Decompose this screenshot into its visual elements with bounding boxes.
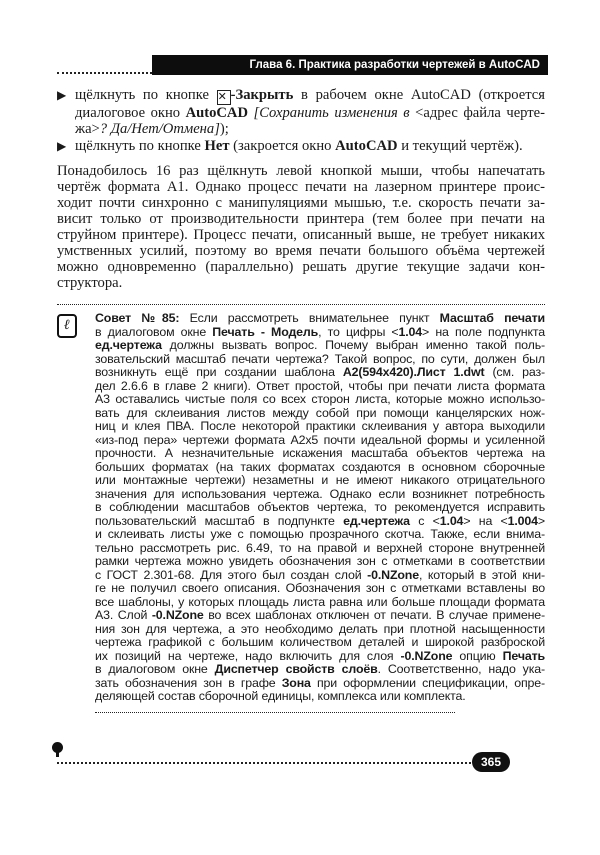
tip-bottom-dotted-rule (95, 712, 455, 713)
text-line (95, 596, 545, 610)
text-run: с ГОСТ 2.301-68. Для этого был создан слой (95, 567, 368, 582)
text-run: в соблюдении масштабов объектов чертежа, то рекомендуется исправить (95, 500, 545, 514)
text-run: Масштаб печати (439, 311, 546, 325)
text-line: структора. (57, 275, 123, 291)
text-run: Совет №85: (95, 311, 180, 325)
text-line (75, 121, 545, 137)
text-run: ния зон для чертежа, а это необходимо делать при плотной насыщенности (95, 621, 545, 636)
text-line (95, 326, 545, 340)
text-line (95, 407, 545, 421)
text-line (95, 420, 545, 434)
text-run: в рабочем окне AutoCAD (откроется (293, 87, 545, 103)
text-line: умственных усилий, поэтому во время печати большого объёма чертежей (57, 243, 545, 259)
text-line (75, 87, 545, 105)
text-run: больших форматах (на таких форматах создаются в основном сборочные (95, 459, 545, 474)
text-line (95, 393, 545, 407)
text-run: AutoCAD (185, 105, 249, 121)
text-line (75, 138, 545, 154)
text-line (95, 677, 545, 691)
text-run: пользовательский масштаб в подпункте (95, 513, 344, 528)
text-run: их позиций на чертеже, надо включить для слоя (95, 648, 401, 663)
text-line (95, 447, 545, 461)
tip-box (95, 312, 545, 704)
text-run: рамки чертежа можно увидеть обозначения зон с отметками в соответствии (95, 554, 545, 568)
text-run: ге не получил своего описания. Обозначения зон с отметками вставлены во (95, 581, 545, 595)
text-run: дел 2.6.6 в главе 2 книги). Ответ простой, чтобы при печати листа формата (95, 378, 545, 393)
text-run: , который в этой кни- (418, 567, 545, 582)
text-line (95, 650, 545, 664)
bullet-item (57, 87, 545, 137)
text-run: А3 оставались чистые поля со всех сторон листа, которые можно использо- (95, 392, 545, 406)
bullet-arrow-icon: ▶ (57, 139, 67, 153)
text-run: зовательский масштаб печати чертежа? Такой вопрос, по сути, должен был (95, 351, 545, 366)
text-line (95, 434, 545, 448)
text-run: во всех шаблонах отключен от печати. В случае примене- (203, 608, 546, 622)
tip-top-dotted-rule (57, 304, 545, 305)
text-run: А2(594x420).Лист 1.dwt (342, 365, 485, 379)
text-run: Зона (281, 675, 311, 690)
text-run: ); (219, 121, 229, 137)
text-line (95, 582, 545, 596)
text-run: значения для использования чертежа. Однако если возникнет потребность (95, 486, 545, 501)
text-run: ? Да/Нет/Отмена] (99, 121, 220, 137)
text-run: [Сохранить изменения в (248, 105, 416, 121)
text-run: -0.NZone (367, 567, 419, 582)
text-line (95, 501, 545, 515)
text-line (95, 663, 545, 677)
bullet-arrow-icon: ▶ (57, 88, 67, 102)
text-run: > на < (463, 513, 508, 528)
text-run: ед.чертежа (343, 513, 410, 528)
text-line: струйном принтере). Процесс печати, описанный выше, не требует никаких (57, 227, 545, 243)
text-line: висит только от производительности принтера (тем более при печати на (57, 211, 545, 227)
text-run: (см. раз- (484, 365, 545, 379)
text-run: ед.чертежа (95, 338, 162, 352)
text-run: <адрес файла черте- (415, 105, 545, 121)
text-run: чертежа графикой с большим количеством деталей и широкой разброской (95, 635, 545, 649)
text-run: в диалоговом окне (95, 324, 213, 339)
text-run: или монтажные чертежи) незаметны и не имеют никакого отрицательного (95, 473, 545, 487)
text-line (95, 366, 545, 380)
text-run: и текущий чертёж). (397, 138, 523, 154)
text-run: щёлкнуть по кнопке (75, 87, 217, 103)
text-run: -Закрыть (230, 87, 294, 103)
text-line: чертёж формата А1. Однако процесс печати на лазерном принтере проис- (57, 179, 545, 195)
footer-dotted-rule (57, 762, 471, 764)
text-run: ниц и клея ПВА. После некоторой практики склеивания у автора выходили (95, 419, 545, 433)
text-line (95, 353, 545, 367)
text-line (95, 609, 545, 623)
text-run: -0.NZone (151, 608, 204, 622)
pin-icon (52, 742, 63, 753)
text-run: AutoCAD (335, 138, 398, 154)
text-run: 1.004 (507, 513, 538, 528)
text-run: должны вызвать вопрос. Почему выбран именно такой поль- (161, 338, 545, 352)
text-run: А3. Слой (95, 608, 152, 622)
text-line (75, 105, 545, 121)
text-run: (закроется окно (229, 138, 336, 154)
text-run: «из-под пера» чертежи формата А2x5 почти идеальной формы и усиленной (95, 432, 545, 447)
text-run: возникнуть ещё при создании шаблона (95, 365, 343, 379)
text-run: Диспетчер свойств слоёв (214, 662, 378, 676)
text-run: 1.04 (439, 513, 464, 528)
text-line (95, 339, 545, 353)
text-line (95, 312, 545, 326)
text-run: Если рассмотреть внимательнее пункт (179, 311, 440, 325)
bullet-item (57, 138, 545, 154)
body-paragraph (57, 163, 545, 291)
text-run: > (537, 513, 545, 528)
text-run: > на поле подпункта (422, 324, 545, 339)
page-number: 365 (472, 752, 510, 772)
text-line (95, 690, 545, 704)
text-line: Понадобилось 16 раз щёлкнуть левой кнопкой мыши, чтобы напечатать (57, 163, 545, 179)
text-run: тельно рассмотреть рис. 6.49, то на правой и верхней стороне внутренней (95, 540, 545, 555)
text-line (95, 461, 545, 475)
text-run: -0.NZone (400, 648, 453, 663)
text-line (95, 380, 545, 394)
text-run: щёлкнуть по кнопке (75, 138, 205, 154)
text-line (95, 555, 545, 569)
text-line (95, 542, 545, 556)
text-line (95, 474, 545, 488)
text-line: можно одновременно (параллельно) решать другие текущие задачи кон- (57, 259, 545, 275)
text-run: и склеивать листы уже с помощью прозрачного скотча. Также, если внима- (95, 527, 545, 541)
text-run: Нет (204, 138, 230, 154)
text-run: зать обозначения зон в графе (95, 675, 282, 690)
text-run: . Соответственно, надо ука- (377, 662, 545, 676)
chapter-header: Глава 6. Практика разработки чертежей в AutoCAD (152, 55, 548, 75)
text-run: опцию (452, 648, 503, 663)
text-line (95, 515, 545, 529)
text-line (95, 569, 545, 583)
text-run: деляющей состав сборочной единицы, комплекса или комплекта. (95, 689, 466, 703)
text-line (95, 528, 545, 542)
note-icon: ℓ (57, 314, 77, 338)
header-dotted-rule (57, 72, 152, 74)
close-box-icon: ✕ (217, 90, 231, 105)
text-run: в диалоговом окне (95, 662, 215, 676)
text-run: Печать (502, 648, 545, 663)
text-run: при оформлении спецификации, опре- (310, 675, 545, 690)
text-run: Печать - Модель (212, 324, 319, 339)
text-run: все шаблоны, у которых площадь листа равна или больше площади формата (95, 594, 545, 609)
text-run: прочности. А незначительные искажения масштаба объектов чертежа на (95, 446, 545, 460)
text-run: с < (409, 513, 440, 528)
text-run: , то цифры < (318, 324, 399, 339)
text-run: 1.04 (398, 324, 423, 339)
text-line (95, 623, 545, 637)
text-run: диалоговое окно (75, 105, 186, 121)
text-line (95, 488, 545, 502)
text-line: ходит почти синхронно с манипуляциями мышью, т.е. скорость печати за- (57, 195, 545, 211)
text-run: жа> (75, 121, 100, 137)
text-line (95, 636, 545, 650)
text-run: вать для склеивания листов между собой при помощи канцелярских нож- (95, 405, 545, 420)
